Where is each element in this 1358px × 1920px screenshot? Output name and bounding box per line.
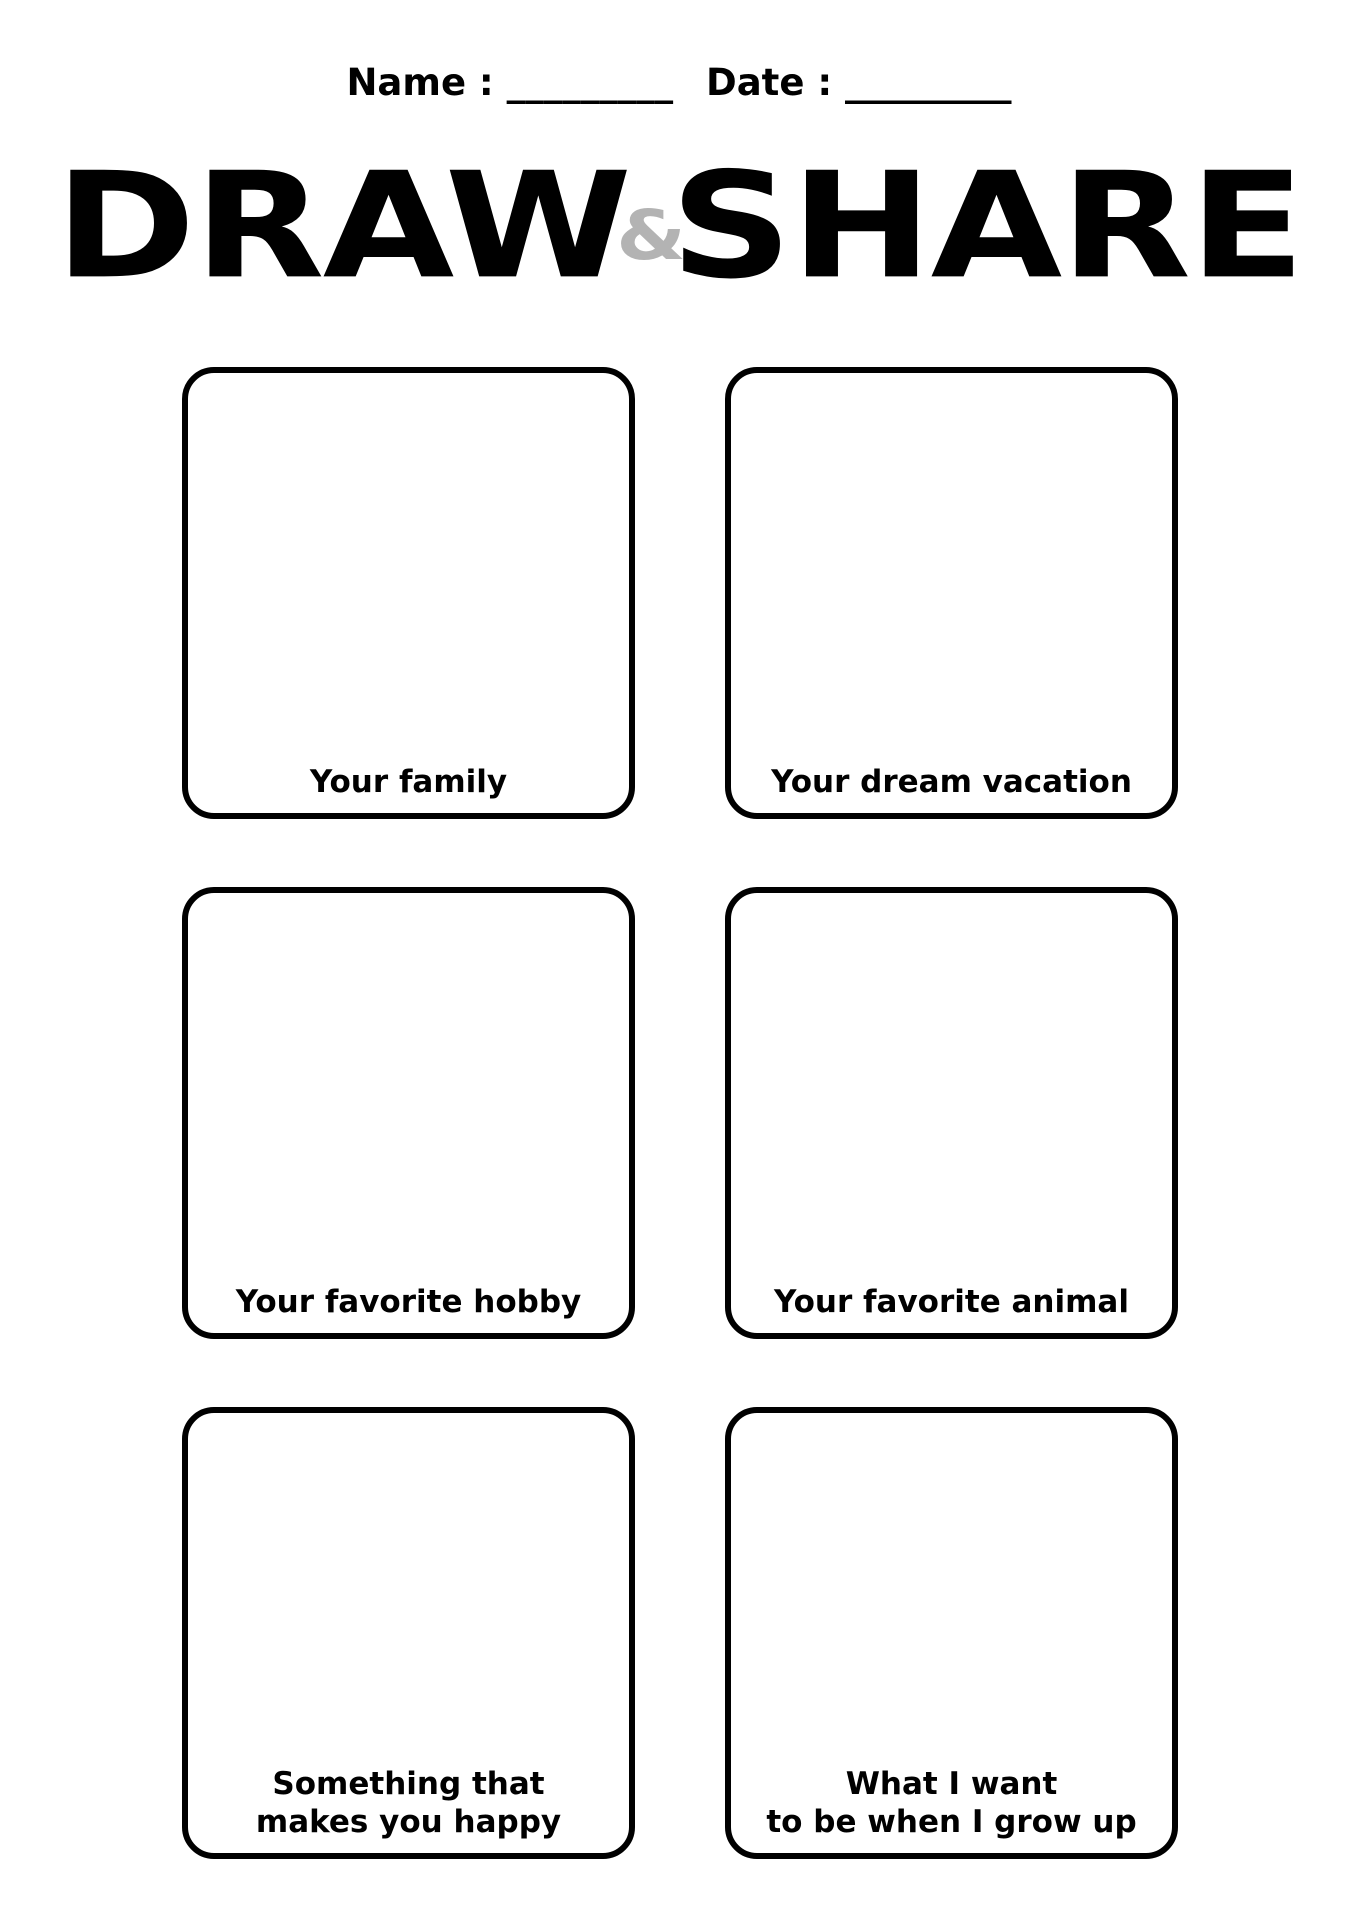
box-caption: Your family [309,764,508,800]
box-caption: Your favorite animal [774,1284,1129,1320]
drawing-box-grow-up[interactable] [725,1407,1178,1859]
date-field[interactable]: Date : _________ [706,61,1012,104]
drawing-box-favorite-animal[interactable] [725,887,1178,1339]
drawing-box-family[interactable] [182,367,635,819]
title-ampersand: & [616,195,684,276]
box-caption: Your favorite hobby [235,1284,582,1320]
box-caption: Your dream vacation [771,764,1132,800]
drawing-box-makes-happy[interactable] [182,1407,635,1859]
drawing-box-favorite-hobby[interactable] [182,887,635,1339]
name-date-row [0,58,1358,108]
box-caption: What I want to be when I grow up [766,1766,1137,1840]
name-field[interactable]: Name : _________ [346,61,674,104]
drawing-box-dream-vacation[interactable] [725,367,1178,819]
box-caption: Something that makes you happy [255,1766,562,1840]
page-title [0,141,1358,312]
title-draw: DRAW [54,141,631,312]
title-share: SHARE [669,141,1304,312]
